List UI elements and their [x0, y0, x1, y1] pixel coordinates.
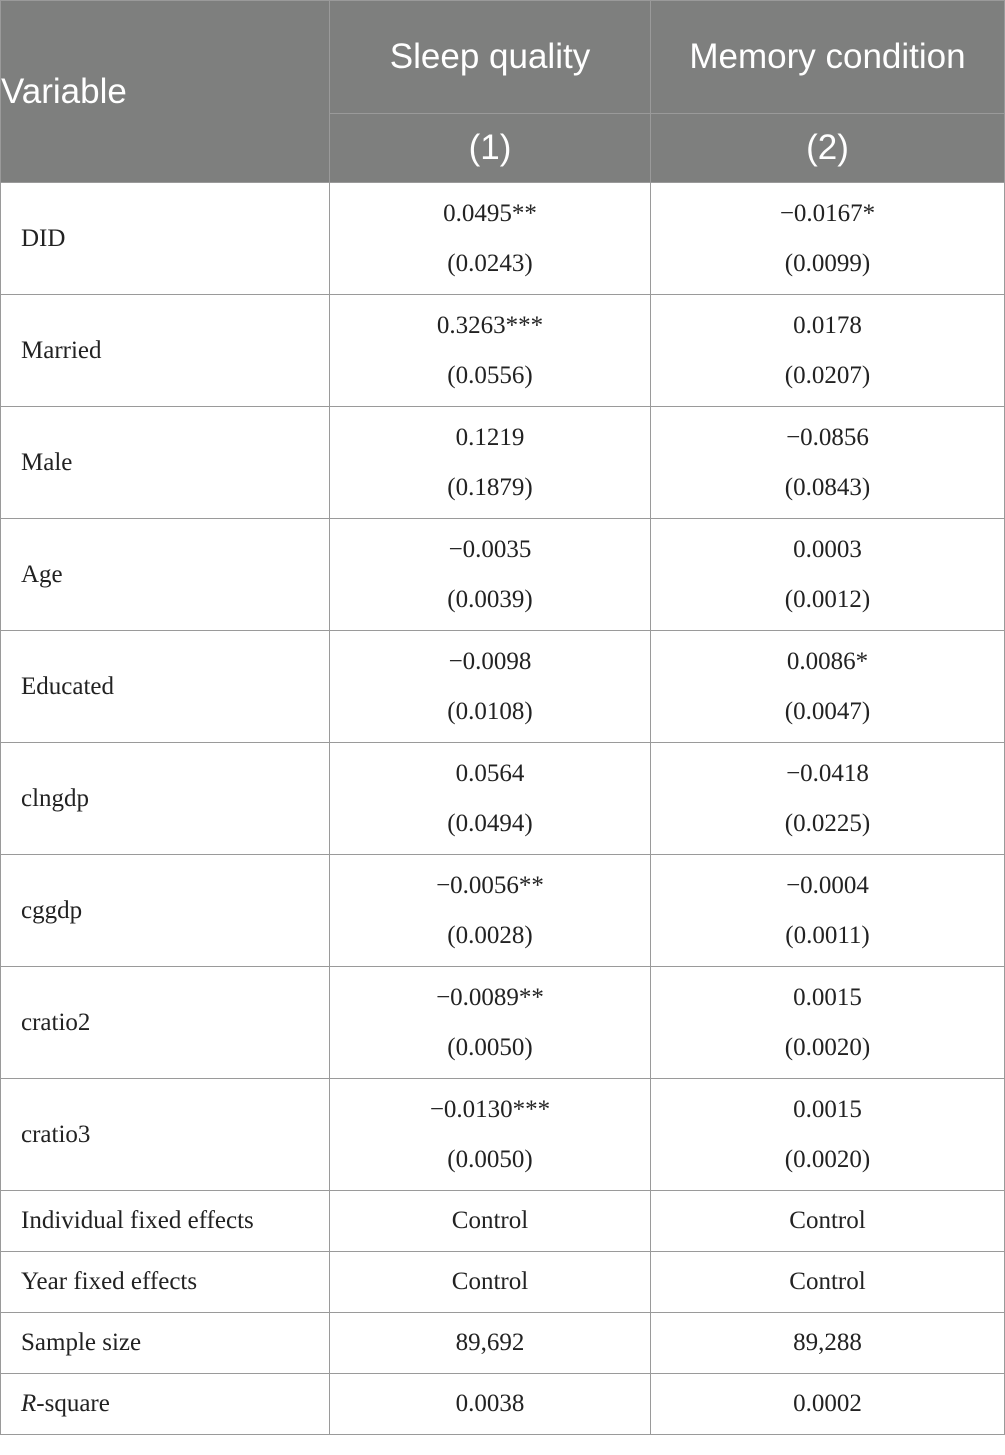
table-row: [1, 183, 1005, 295]
standard-error: (0.0843): [784, 473, 871, 501]
cell-col2: [651, 855, 1005, 967]
memory-condition-header: Memory condition: [651, 1, 1005, 114]
cell-col1: [330, 1079, 651, 1191]
coefficient: −0.0035: [448, 535, 532, 563]
coefficient: 0.0495**: [443, 199, 537, 227]
row-label: DID: [1, 183, 330, 295]
table-row: [1, 1079, 1005, 1191]
cell-col2: 89,288: [651, 1313, 1005, 1374]
standard-error: (0.1879): [447, 473, 533, 501]
coefficient: 0.0003: [793, 535, 862, 563]
standard-error: (0.0494): [447, 809, 533, 837]
coefficient: −0.0089**: [436, 983, 544, 1011]
standard-error: (0.0020): [784, 1145, 871, 1173]
row-label: Educated: [1, 631, 330, 743]
cell-col2: [651, 631, 1005, 743]
cell-col2: [651, 519, 1005, 631]
cell-col1: 0.0038: [330, 1374, 651, 1435]
rsquare-label: [1, 1374, 330, 1435]
coefficient: −0.0130***: [429, 1095, 551, 1123]
cell-col2: [651, 1079, 1005, 1191]
cell-col2: Control: [651, 1252, 1005, 1313]
row-label: Sample size: [1, 1313, 330, 1374]
standard-error: (0.0207): [784, 361, 871, 389]
coefficient: 0.1219: [455, 423, 525, 451]
table-row: [1, 519, 1005, 631]
cell-col1: [330, 407, 651, 519]
table-row: [1, 1313, 1005, 1374]
table-row: [1, 743, 1005, 855]
coefficient: 0.0086*: [786, 647, 869, 675]
standard-error: (0.0050): [447, 1033, 533, 1061]
table-row: [1, 631, 1005, 743]
cell-col1: Control: [330, 1252, 651, 1313]
coefficient: 0.0178: [793, 311, 862, 339]
column-number-2: (2): [651, 114, 1005, 183]
row-label: clngdp: [1, 743, 330, 855]
rsquare-label-italic: R: [21, 1390, 37, 1417]
cell-col1: [330, 855, 651, 967]
row-label: Individual fixed effects: [1, 1191, 330, 1252]
standard-error: (0.0047): [784, 697, 871, 725]
sleep-quality-header: Sleep quality: [330, 1, 651, 114]
rsquare-label-rest: -square: [36, 1390, 110, 1417]
coefficient: −0.0167*: [779, 199, 876, 227]
cell-col1: [330, 631, 651, 743]
coefficient: 0.0015: [793, 983, 862, 1011]
variable-header: Variable: [1, 1, 330, 183]
cell-col2: [651, 407, 1005, 519]
table-row: [1, 855, 1005, 967]
row-label: Male: [1, 407, 330, 519]
row-label: Age: [1, 519, 330, 631]
column-number-1: (1): [330, 114, 651, 183]
standard-error: (0.0099): [784, 249, 871, 277]
cell-col1: [330, 295, 651, 407]
cell-col1: [330, 183, 651, 295]
row-label: cratio2: [1, 967, 330, 1079]
standard-error: (0.0011): [785, 921, 870, 949]
coefficient: −0.0418: [786, 759, 869, 787]
cell-col2: [651, 295, 1005, 407]
cell-col1: [330, 519, 651, 631]
coefficient: 0.0015: [793, 1095, 862, 1123]
table-row: [1, 295, 1005, 407]
standard-error: (0.0225): [784, 809, 871, 837]
cell-col2: [651, 183, 1005, 295]
row-label: cggdp: [1, 855, 330, 967]
table-row: [1, 407, 1005, 519]
coefficient: −0.0098: [448, 647, 532, 675]
cell-col1: [330, 743, 651, 855]
table-row: [1, 1252, 1005, 1313]
coefficient: −0.0856: [786, 423, 869, 451]
table-row: [1, 1191, 1005, 1252]
coefficient: −0.0056**: [436, 871, 544, 899]
cell-col1: Control: [330, 1191, 651, 1252]
coefficient: 0.0564: [455, 759, 525, 787]
cell-col2: [651, 967, 1005, 1079]
standard-error: (0.0108): [447, 697, 533, 725]
cell-col2: 0.0002: [651, 1374, 1005, 1435]
table-row: [1, 967, 1005, 1079]
table-row: [1, 1374, 1005, 1435]
standard-error: (0.0020): [784, 1033, 871, 1061]
row-label: cratio3: [1, 1079, 330, 1191]
cell-col2: Control: [651, 1191, 1005, 1252]
standard-error: (0.0243): [447, 249, 533, 277]
standard-error: (0.0012): [784, 585, 871, 613]
coefficient: 0.3263***: [436, 311, 544, 339]
table-header: [1, 1, 1005, 183]
standard-error: (0.0556): [447, 361, 533, 389]
standard-error: (0.0028): [447, 921, 533, 949]
row-label: Married: [1, 295, 330, 407]
standard-error: (0.0039): [447, 585, 533, 613]
cell-col1: [330, 967, 651, 1079]
standard-error: (0.0050): [447, 1145, 533, 1173]
table-body: [1, 183, 1005, 1435]
cell-col2: [651, 743, 1005, 855]
cell-col1: 89,692: [330, 1313, 651, 1374]
coefficient: −0.0004: [786, 871, 869, 899]
row-label: Year fixed effects: [1, 1252, 330, 1313]
